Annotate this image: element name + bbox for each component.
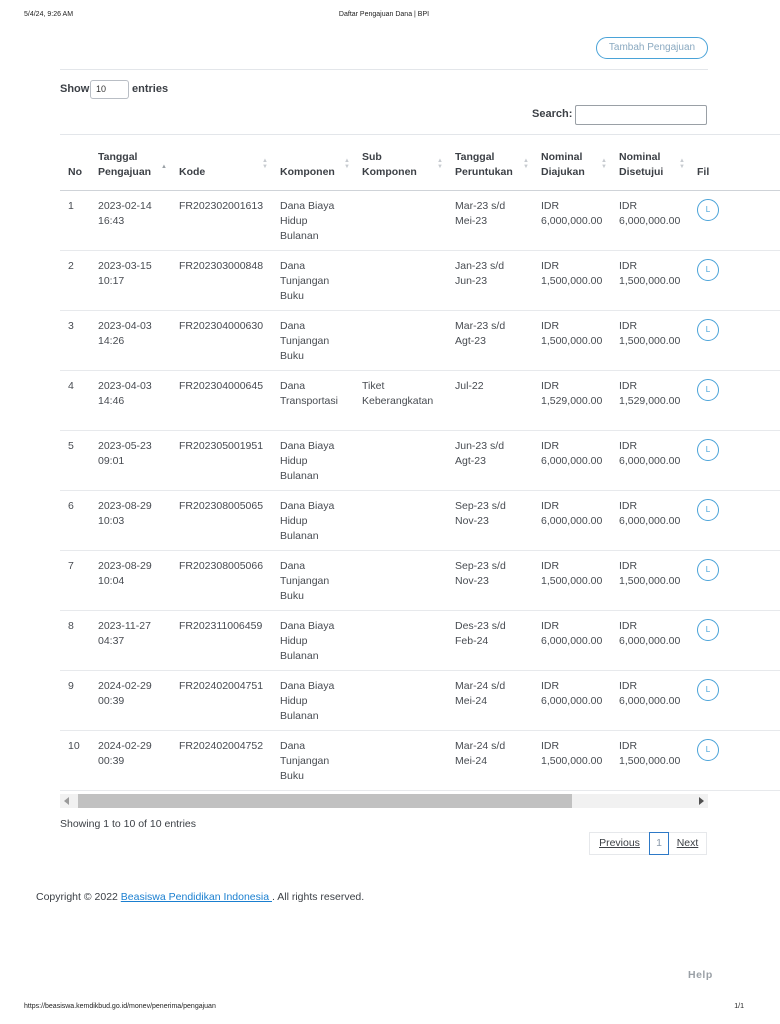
cell-komponen-text: Dana Biaya xyxy=(280,680,335,692)
column-header-komponen[interactable] xyxy=(272,135,354,191)
cell-komponen-text: Hidup xyxy=(280,455,308,467)
cell-nominal-disetujui-text: 1,500,000.00 xyxy=(619,575,681,587)
cell-tanggal-pengajuan-text: 10:17 xyxy=(98,275,125,287)
cell-tanggal-peruntukan xyxy=(447,251,533,311)
cell-file xyxy=(689,191,780,251)
cell-tanggal-peruntukan xyxy=(447,551,533,611)
column-header-no[interactable] xyxy=(60,135,90,191)
copyright-prefix: Copyright © 2022 xyxy=(36,891,121,903)
sort-both-icon: ▲ ▼ xyxy=(523,158,529,170)
cell-kode-text: FR202311006459 xyxy=(179,620,263,632)
table-row xyxy=(60,191,780,251)
column-header-sub-komponen[interactable] xyxy=(354,135,447,191)
cell-tanggal-pengajuan-text: 2023-04-03 xyxy=(98,320,152,332)
cell-nominal-disetujui-text: IDR xyxy=(619,560,638,572)
cell-tanggal-peruntukan-text: Mei-23 xyxy=(455,215,488,227)
cell-file xyxy=(689,371,780,431)
cell-komponen-text: Tunjangan xyxy=(280,275,330,287)
table-info: Showing 1 to 10 of 10 entries xyxy=(60,818,197,830)
cell-komponen-text: Bulanan xyxy=(280,230,319,242)
cell-tanggal-pengajuan-text: 2023-03-15 xyxy=(98,260,152,272)
cell-nominal-diajukan-text: 6,000,000.00 xyxy=(541,695,603,707)
header-label: Nominal xyxy=(541,151,583,163)
cell-tanggal-peruntukan xyxy=(447,371,533,431)
cell-sub-komponen xyxy=(354,611,447,671)
cell-komponen-text: Bulanan xyxy=(280,650,319,662)
help-button[interactable]: Help xyxy=(688,969,713,981)
cell-nominal-diajukan-text: IDR xyxy=(541,560,560,572)
copyright xyxy=(36,891,364,903)
cell-file xyxy=(689,611,780,671)
cell-no xyxy=(60,731,90,791)
cell-nominal-diajukan xyxy=(533,431,611,491)
table-row xyxy=(60,671,780,731)
cell-kode-text: FR202304000645 xyxy=(179,380,264,392)
cell-nominal-disetujui-text: IDR xyxy=(619,620,638,632)
cell-tanggal-pengajuan xyxy=(90,491,171,551)
cell-tanggal-peruntukan-text: Nov-23 xyxy=(455,575,489,587)
cell-nominal-diajukan xyxy=(533,731,611,791)
cell-sub-komponen xyxy=(354,191,447,251)
cell-no xyxy=(60,251,90,311)
page-1-button[interactable]: 1 xyxy=(649,832,669,855)
cell-tanggal-pengajuan-text: 2023-04-03 xyxy=(98,380,152,392)
sort-asc-icon: ▲ xyxy=(161,164,167,170)
header-label: Tanggal xyxy=(455,151,495,163)
cell-tanggal-pengajuan xyxy=(90,671,171,731)
header-label: Nominal xyxy=(619,151,661,163)
cell-komponen xyxy=(272,551,354,611)
cell-nominal-disetujui-text: 6,000,000.00 xyxy=(619,215,681,227)
cell-tanggal-peruntukan xyxy=(447,611,533,671)
cell-no xyxy=(60,371,90,431)
cell-tanggal-pengajuan-text: 2024-02-29 xyxy=(98,740,152,752)
cell-file xyxy=(689,431,780,491)
table-row xyxy=(60,491,780,551)
cell-sub-komponen xyxy=(354,311,447,371)
file-view-button[interactable]: L xyxy=(697,379,719,401)
file-view-button[interactable]: L xyxy=(697,439,719,461)
cell-sub-komponen-text: Keberangkatan xyxy=(362,395,434,407)
cell-tanggal-pengajuan-text: 2023-08-29 xyxy=(98,500,152,512)
cell-file xyxy=(689,671,780,731)
cell-komponen-text: Dana xyxy=(280,380,306,392)
cell-komponen-text: Dana xyxy=(280,260,306,272)
cell-nominal-diajukan xyxy=(533,191,611,251)
cell-nominal-diajukan xyxy=(533,611,611,671)
cell-tanggal-pengajuan xyxy=(90,431,171,491)
cell-tanggal-pengajuan-text: 2023-05-23 xyxy=(98,440,152,452)
cell-tanggal-pengajuan-text: 00:39 xyxy=(98,695,125,707)
cell-komponen xyxy=(272,191,354,251)
cell-nominal-disetujui-text: IDR xyxy=(619,740,638,752)
column-header-kode[interactable] xyxy=(171,135,272,191)
cell-komponen-text: Hidup xyxy=(280,635,308,647)
previous-page-button[interactable]: Previous xyxy=(589,832,649,855)
header-label: Pengajuan xyxy=(98,166,152,178)
cell-tanggal-peruntukan xyxy=(447,311,533,371)
cell-tanggal-pengajuan xyxy=(90,611,171,671)
cell-no-text: 5 xyxy=(68,440,74,452)
cell-kode xyxy=(171,371,272,431)
cell-komponen-text: Dana Biaya xyxy=(280,620,335,632)
cell-tanggal-peruntukan xyxy=(447,491,533,551)
header-label: Komponen xyxy=(362,166,417,178)
cell-nominal-disetujui-text: 6,000,000.00 xyxy=(619,635,681,647)
cell-komponen xyxy=(272,491,354,551)
cell-tanggal-pengajuan-text: 2023-02-14 xyxy=(98,200,152,212)
cell-nominal-disetujui-text: 1,529,000.00 xyxy=(619,395,681,407)
cell-kode xyxy=(171,191,272,251)
copyright-suffix: . All rights reserved. xyxy=(271,891,365,903)
cell-kode-text: FR202303000848 xyxy=(179,260,264,272)
cell-komponen-text: Buku xyxy=(280,770,304,782)
cell-nominal-disetujui xyxy=(611,491,689,551)
cell-file xyxy=(689,731,780,791)
cell-nominal-diajukan-text: 1,500,000.00 xyxy=(541,275,603,287)
cell-tanggal-pengajuan-text: 00:39 xyxy=(98,755,125,767)
cell-komponen-text: Tunjangan xyxy=(280,575,330,587)
cell-no-text: 4 xyxy=(68,380,74,392)
cell-nominal-diajukan-text: 1,500,000.00 xyxy=(541,575,603,587)
cell-tanggal-peruntukan-text: Mar-23 s/d xyxy=(455,200,506,212)
sort-both-icon: ▲ ▼ xyxy=(679,158,685,170)
cell-tanggal-pengajuan xyxy=(90,551,171,611)
cell-tanggal-peruntukan-text: Mar-23 s/d xyxy=(455,320,506,332)
cell-komponen-text: Dana xyxy=(280,320,306,332)
cell-no xyxy=(60,551,90,611)
cell-kode xyxy=(171,251,272,311)
cell-komponen-text: Dana Biaya xyxy=(280,440,335,452)
print-footer-url: https://beasiswa.kemdikbud.go.id/monev/penerima/pengajuan xyxy=(24,1003,216,1010)
cell-komponen-text: Dana xyxy=(280,740,306,752)
header-label: Disetujui xyxy=(619,166,664,178)
search-input[interactable] xyxy=(575,105,707,125)
cell-tanggal-pengajuan-text: 04:37 xyxy=(98,635,125,647)
cell-komponen-text: Tunjangan xyxy=(280,755,330,767)
cell-komponen-text: Bulanan xyxy=(280,710,319,722)
bpi-link[interactable]: Beasiswa Pendidikan Indonesia xyxy=(120,891,272,903)
cell-tanggal-peruntukan-text: Mei-24 xyxy=(455,755,488,767)
cell-tanggal-peruntukan-text: Mei-24 xyxy=(455,695,488,707)
cell-kode xyxy=(171,551,272,611)
cell-tanggal-peruntukan-text: Nov-23 xyxy=(455,515,489,527)
cell-no-text: 1 xyxy=(68,200,74,212)
table-row xyxy=(60,731,780,791)
divider xyxy=(60,69,708,70)
cell-nominal-diajukan-text: 1,529,000.00 xyxy=(541,395,603,407)
cell-komponen-text: Transportasi xyxy=(280,395,338,407)
header-label: Sub xyxy=(362,151,382,163)
cell-komponen xyxy=(272,251,354,311)
cell-nominal-diajukan xyxy=(533,311,611,371)
cell-nominal-diajukan xyxy=(533,251,611,311)
cell-tanggal-pengajuan-text: 2024-02-29 xyxy=(98,680,152,692)
cell-no xyxy=(60,671,90,731)
cell-sub-komponen xyxy=(354,551,447,611)
table-row xyxy=(60,431,780,491)
column-header-tanggal-pengajuan[interactable] xyxy=(90,135,171,191)
search-label: Search: xyxy=(532,108,573,120)
cell-nominal-diajukan-text: 1,500,000.00 xyxy=(541,755,603,767)
cell-file xyxy=(689,311,780,371)
cell-nominal-disetujui-text: 1,500,000.00 xyxy=(619,335,681,347)
cell-no-text: 7 xyxy=(68,560,74,572)
file-view-button[interactable]: L xyxy=(697,199,719,221)
cell-tanggal-peruntukan xyxy=(447,191,533,251)
cell-tanggal-peruntukan-text: Des-23 s/d xyxy=(455,620,506,632)
cell-nominal-diajukan xyxy=(533,671,611,731)
cell-kode xyxy=(171,311,272,371)
table-header-row xyxy=(60,135,780,191)
cell-no xyxy=(60,491,90,551)
cell-nominal-disetujui-text: IDR xyxy=(619,320,638,332)
cell-nominal-disetujui-text: IDR xyxy=(619,260,638,272)
cell-no-text: 8 xyxy=(68,620,74,632)
cell-tanggal-pengajuan xyxy=(90,371,171,431)
cell-sub-komponen-text: Tiket xyxy=(362,380,385,392)
cell-tanggal-pengajuan xyxy=(90,251,171,311)
header-label: Peruntukan xyxy=(455,166,513,178)
cell-kode-text: FR202302001613 xyxy=(179,200,264,212)
table-row xyxy=(60,311,780,371)
cell-nominal-diajukan-text: IDR xyxy=(541,260,560,272)
cell-sub-komponen xyxy=(354,671,447,731)
cell-tanggal-pengajuan-text: 09:01 xyxy=(98,455,125,467)
cell-komponen-text: Hidup xyxy=(280,515,308,527)
cell-file xyxy=(689,251,780,311)
cell-nominal-diajukan xyxy=(533,371,611,431)
cell-kode xyxy=(171,491,272,551)
table-row xyxy=(60,371,780,431)
pagination xyxy=(589,832,707,855)
cell-nominal-disetujui-text: 1,500,000.00 xyxy=(619,755,681,767)
column-header-nominal-diajukan[interactable] xyxy=(533,135,611,191)
cell-komponen-text: Buku xyxy=(280,290,304,302)
entries-length-select[interactable]: 10 xyxy=(90,80,129,99)
print-footer-pages: 1/1 xyxy=(734,1003,744,1010)
cell-komponen-text: Hidup xyxy=(280,695,308,707)
cell-no-text: 2 xyxy=(68,260,74,272)
cell-nominal-disetujui xyxy=(611,371,689,431)
horizontal-scrollbar[interactable] xyxy=(60,794,708,808)
file-view-button[interactable]: L xyxy=(697,259,719,281)
cell-nominal-disetujui xyxy=(611,191,689,251)
cell-tanggal-pengajuan-text: 14:26 xyxy=(98,335,125,347)
header-label: Kode xyxy=(179,166,206,178)
cell-nominal-disetujui xyxy=(611,671,689,731)
cell-sub-komponen xyxy=(354,731,447,791)
cell-nominal-disetujui-text: IDR xyxy=(619,380,638,392)
cell-tanggal-peruntukan-text: Sep-23 s/d xyxy=(455,560,506,572)
cell-nominal-diajukan-text: IDR xyxy=(541,320,560,332)
cell-komponen-text: Dana Biaya xyxy=(280,200,335,212)
next-page-button[interactable]: Next xyxy=(669,832,707,855)
cell-nominal-disetujui-text: IDR xyxy=(619,200,638,212)
cell-nominal-disetujui-text: 6,000,000.00 xyxy=(619,455,681,467)
cell-nominal-disetujui-text: 1,500,000.00 xyxy=(619,275,681,287)
cell-no xyxy=(60,191,90,251)
table-row xyxy=(60,251,780,311)
cell-file xyxy=(689,551,780,611)
cell-komponen-text: Dana Biaya xyxy=(280,500,335,512)
header-label: Komponen xyxy=(280,166,335,178)
cell-nominal-diajukan-text: IDR xyxy=(541,620,560,632)
cell-no xyxy=(60,311,90,371)
cell-no-text: 6 xyxy=(68,500,74,512)
cell-no-text: 9 xyxy=(68,680,74,692)
cell-tanggal-peruntukan-text: Agt-23 xyxy=(455,455,486,467)
scroll-left-arrow-icon[interactable] xyxy=(64,797,69,805)
file-view-button[interactable]: L xyxy=(697,679,719,701)
cell-komponen xyxy=(272,671,354,731)
file-view-button[interactable]: L xyxy=(697,319,719,341)
print-header-title: Daftar Pengajuan Dana | BPI xyxy=(338,11,430,18)
cell-kode-text: FR202402004752 xyxy=(179,740,264,752)
cell-komponen xyxy=(272,311,354,371)
cell-komponen-text: Hidup xyxy=(280,215,308,227)
cell-nominal-disetujui-text: 6,000,000.00 xyxy=(619,695,681,707)
cell-nominal-diajukan-text: IDR xyxy=(541,200,560,212)
cell-kode xyxy=(171,671,272,731)
cell-tanggal-pengajuan-text: 2023-11-27 xyxy=(98,620,151,632)
cell-tanggal-peruntukan-text: Mar-24 s/d xyxy=(455,680,506,692)
cell-nominal-diajukan-text: IDR xyxy=(541,500,560,512)
cell-nominal-disetujui xyxy=(611,551,689,611)
table-row xyxy=(60,551,780,611)
scrollbar-thumb[interactable] xyxy=(78,794,572,808)
header-label: Tanggal xyxy=(98,151,138,163)
cell-komponen xyxy=(272,371,354,431)
cell-nominal-diajukan xyxy=(533,491,611,551)
column-header-file[interactable] xyxy=(689,135,780,191)
cell-no-text: 10 xyxy=(68,740,80,752)
column-header-tanggal-peruntukan[interactable] xyxy=(447,135,533,191)
header-label: Fil xyxy=(697,166,710,178)
file-view-button[interactable]: L xyxy=(697,619,719,641)
cell-komponen-text: Tunjangan xyxy=(280,335,330,347)
cell-komponen-text: Buku xyxy=(280,350,304,362)
cell-nominal-disetujui-text: IDR xyxy=(619,680,638,692)
cell-komponen xyxy=(272,611,354,671)
cell-kode-text: FR202308005065 xyxy=(179,500,264,512)
cell-sub-komponen xyxy=(354,431,447,491)
cell-komponen-text: Bulanan xyxy=(280,530,319,542)
cell-kode xyxy=(171,611,272,671)
cell-kode-text: FR202304000630 xyxy=(179,320,264,332)
cell-nominal-diajukan-text: IDR xyxy=(541,680,560,692)
cell-nominal-disetujui xyxy=(611,611,689,671)
file-view-button[interactable]: L xyxy=(697,739,719,761)
cell-sub-komponen xyxy=(354,371,447,431)
cell-komponen xyxy=(272,731,354,791)
cell-tanggal-pengajuan-text: 10:03 xyxy=(98,515,125,527)
cell-no xyxy=(60,611,90,671)
header-label: Diajukan xyxy=(541,166,585,178)
cell-komponen-text: Bulanan xyxy=(280,470,319,482)
cell-no-text: 3 xyxy=(68,320,74,332)
sort-both-icon: ▲ ▼ xyxy=(601,158,607,170)
show-label: Show xyxy=(60,83,90,95)
cell-tanggal-peruntukan-text: Jun-23 s/d xyxy=(455,440,505,452)
cell-nominal-diajukan-text: 6,000,000.00 xyxy=(541,635,603,647)
cell-no xyxy=(60,431,90,491)
header-label: No xyxy=(68,166,82,178)
cell-tanggal-peruntukan-text: Feb-24 xyxy=(455,635,489,647)
tambah-pengajuan-button[interactable]: Tambah Pengajuan xyxy=(596,37,708,59)
cell-tanggal-pengajuan-text: 16:43 xyxy=(98,215,125,227)
cell-kode xyxy=(171,431,272,491)
cell-nominal-disetujui-text: 6,000,000.00 xyxy=(619,515,681,527)
cell-nominal-disetujui xyxy=(611,431,689,491)
cell-tanggal-pengajuan xyxy=(90,311,171,371)
cell-sub-komponen xyxy=(354,251,447,311)
cell-kode xyxy=(171,731,272,791)
print-header-datetime: 5/4/24, 9:26 AM xyxy=(24,11,74,18)
cell-tanggal-peruntukan-text: Jun-23 xyxy=(455,275,488,287)
sort-both-icon: ▲ ▼ xyxy=(344,158,350,170)
cell-nominal-disetujui-text: IDR xyxy=(619,440,638,452)
cell-nominal-diajukan-text: IDR xyxy=(541,440,560,452)
cell-tanggal-pengajuan-text: 2023-08-29 xyxy=(98,560,152,572)
cell-tanggal-peruntukan xyxy=(447,671,533,731)
cell-nominal-disetujui-text: IDR xyxy=(619,500,638,512)
cell-file xyxy=(689,491,780,551)
cell-tanggal-peruntukan-text: Agt-23 xyxy=(455,335,486,347)
file-view-button[interactable]: L xyxy=(697,559,719,581)
cell-tanggal-pengajuan xyxy=(90,191,171,251)
pengajuan-table-container xyxy=(60,134,711,794)
cell-nominal-diajukan-text: 6,000,000.00 xyxy=(541,515,603,527)
cell-tanggal-pengajuan-text: 10:04 xyxy=(98,575,125,587)
cell-kode-text: FR202305001951 xyxy=(179,440,264,452)
cell-tanggal-pengajuan xyxy=(90,731,171,791)
sort-both-icon: ▲ ▼ xyxy=(262,158,268,170)
cell-nominal-disetujui xyxy=(611,731,689,791)
cell-tanggal-peruntukan-text: Jul-22 xyxy=(455,380,484,392)
cell-nominal-diajukan-text: 1,500,000.00 xyxy=(541,335,603,347)
cell-tanggal-peruntukan-text: Mar-24 s/d xyxy=(455,740,506,752)
cell-tanggal-peruntukan xyxy=(447,431,533,491)
cell-tanggal-peruntukan xyxy=(447,731,533,791)
cell-nominal-diajukan xyxy=(533,551,611,611)
cell-nominal-disetujui xyxy=(611,311,689,371)
cell-kode-text: FR202308005066 xyxy=(179,560,264,572)
cell-nominal-diajukan-text: IDR xyxy=(541,380,560,392)
scroll-right-arrow-icon[interactable] xyxy=(699,797,704,805)
cell-tanggal-peruntukan-text: Jan-23 s/d xyxy=(455,260,505,272)
column-header-nominal-disetujui[interactable] xyxy=(611,135,689,191)
file-view-button[interactable]: L xyxy=(697,499,719,521)
entries-label: entries xyxy=(132,83,169,95)
cell-kode-text: FR202402004751 xyxy=(179,680,264,692)
cell-nominal-disetujui xyxy=(611,251,689,311)
cell-sub-komponen xyxy=(354,491,447,551)
cell-nominal-diajukan-text: IDR xyxy=(541,740,560,752)
cell-tanggal-pengajuan-text: 14:46 xyxy=(98,395,125,407)
cell-nominal-diajukan-text: 6,000,000.00 xyxy=(541,215,603,227)
sort-both-icon: ▲ ▼ xyxy=(437,158,443,170)
cell-tanggal-peruntukan-text: Sep-23 s/d xyxy=(455,500,506,512)
table-row xyxy=(60,611,780,671)
cell-komponen xyxy=(272,431,354,491)
cell-komponen-text: Buku xyxy=(280,590,304,602)
cell-komponen-text: Dana xyxy=(280,560,306,572)
cell-nominal-diajukan-text: 6,000,000.00 xyxy=(541,455,603,467)
pengajuan-table xyxy=(60,134,780,791)
